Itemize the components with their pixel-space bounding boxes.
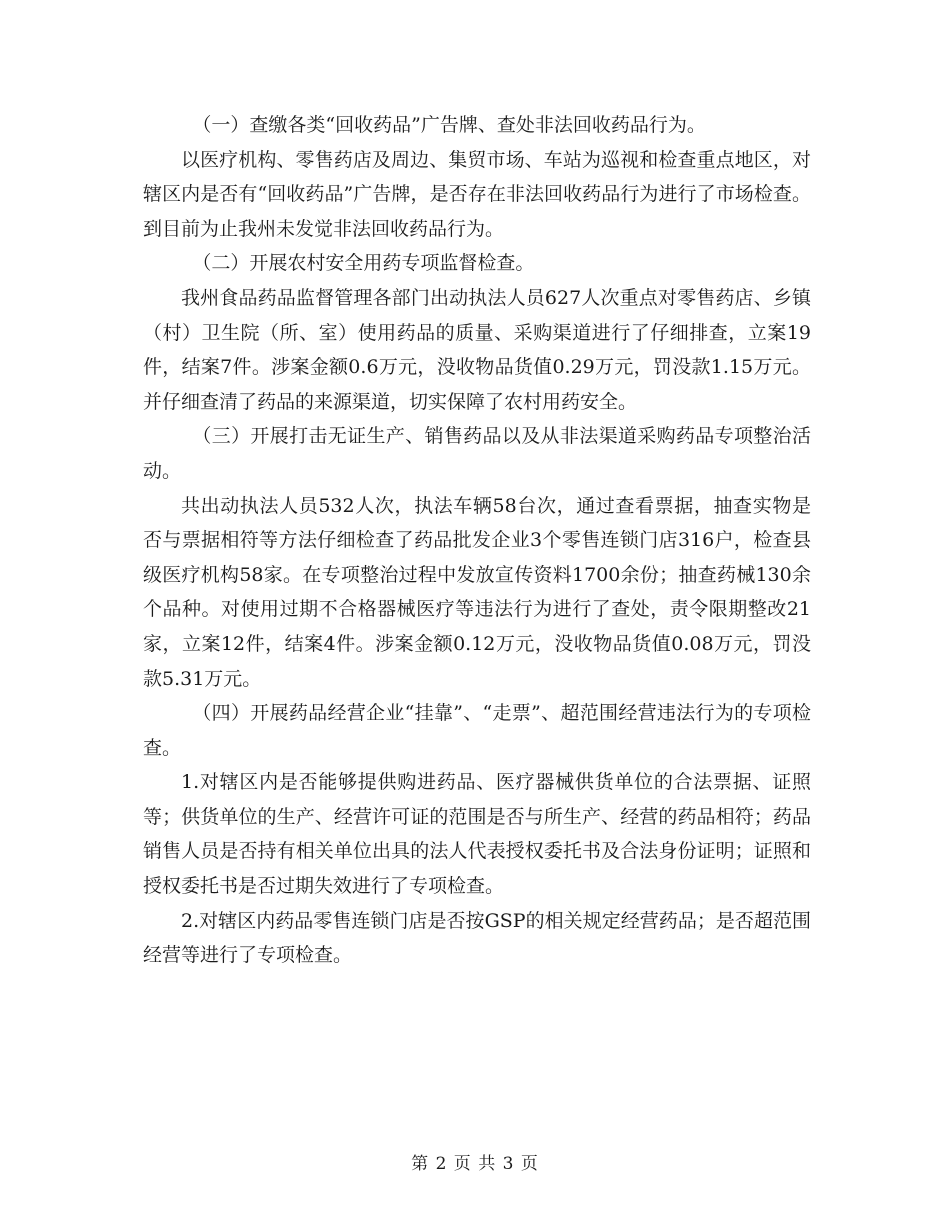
section-heading-3: （三）开展打击无证生产、销售药品以及从非法渠道采购药品专项整治活动。 [143, 425, 811, 482]
section-heading-1: （一）查缴各类“回收药品”广告牌、查处非法回收药品行为。 [192, 114, 706, 136]
body-paragraph-4-item-2: 2.对辖区内药品零售连锁门店是否按GSP的相关规定经营药品；是否超范围经营等进行了专项检查。 [143, 909, 811, 967]
body-paragraph-1: 以医疗机构、零售药店及周边、集贸市场、车站为巡视和检查重点地区，对辖区内是否有“回收药品”广告牌，是否存在非法回收药品行为进行了市场检查。到目前为止我州未发觉非法回收药品行为。 [143, 148, 811, 240]
section-heading-2: （二）开展农村安全用药专项监督检查。 [192, 252, 535, 275]
document-body [143, 108, 811, 973]
page-number-footer: 第 2 页 共 3 页 [411, 1154, 539, 1174]
body-paragraph-3: 共出动执法人员532人次，执法车辆58台次，通过查看票据，抽查实物是否与票据相符等方法仔细检查了药品批发企业3个零售连锁门店316户，检查县级医疗机构58家。在专项整治过程中发放宣传资料1700余份；抽查药械130余个品种。对使用过期不合格器械医疗等违法行为进行了查处，责令限期整改21家，立案12件，结案4件。涉案金额0.12万元，没收物品货值0.08万元，罚没款5.31万元。 [143, 494, 811, 690]
body-paragraph-2: 我州食品药品监督管理各部门出动执法人员627人次重点对零售药店、乡镇（村）卫生院（所、室）使用药品的质量、采购渠道进行了仔细排查，立案19件，结案7件。涉案金额0.6万元，没收物品货值0.29万元，罚没款1.15万元。并仔细查清了药品的来源渠道，切实保障了农村用药安全。 [143, 286, 811, 413]
section-heading-4: （四）开展药品经营企业“挂靠”、“走票”、超范围经营违法行为的专项检查。 [143, 702, 811, 759]
body-paragraph-4-item-1: 1.对辖区内是否能够提供购进药品、医疗器械供货单位的合法票据、证照等；供货单位的生产、经营许可证的范围是否与所生产、经营的药品相符；药品销售人员是否持有相关单位出具的法人代表授权委托书及合法身份证明；证照和授权委托书是否过期失效进行了专项检查。 [143, 771, 811, 898]
